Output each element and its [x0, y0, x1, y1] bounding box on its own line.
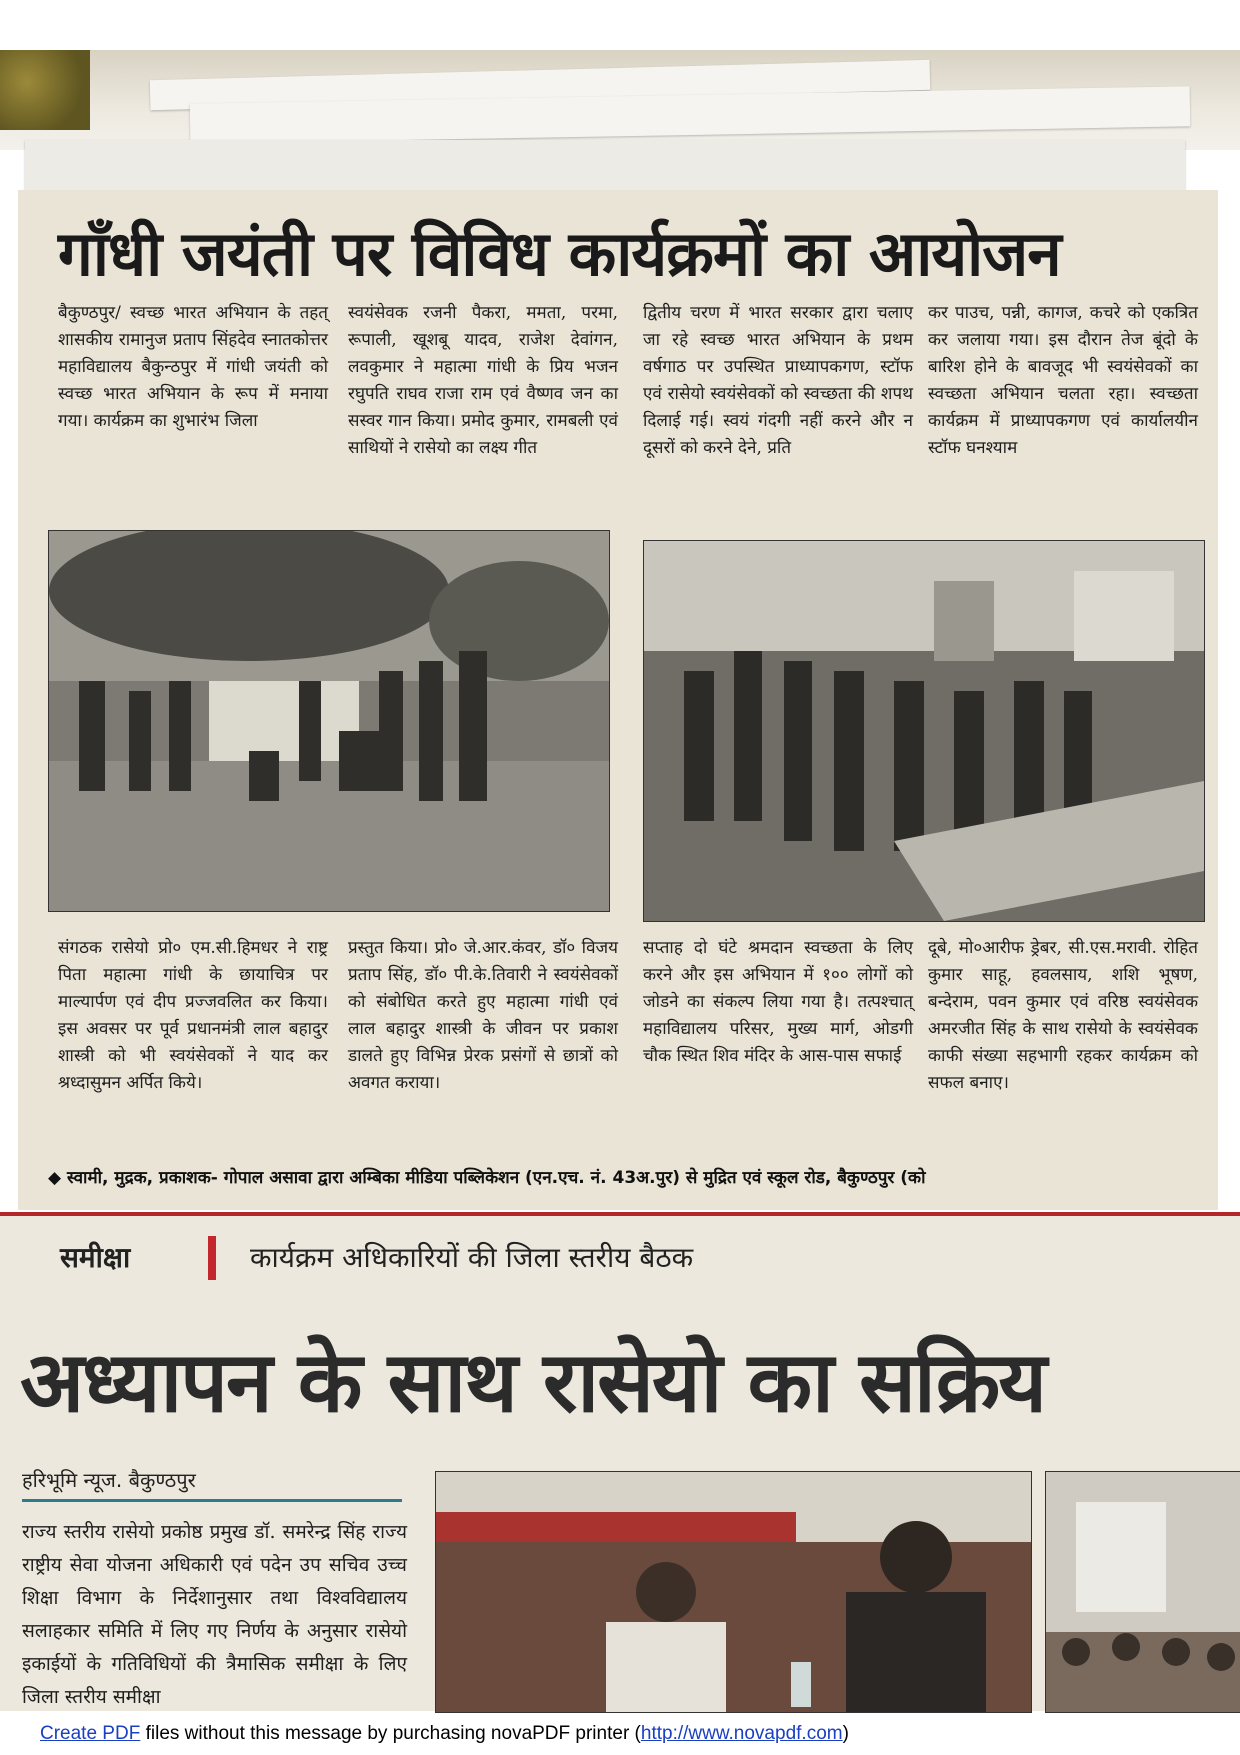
- article-column-4: कर पाउच, पन्नी, कागज, कचरे को एकत्रित कर जलाया गया। इस दौरान तेज बूंदो के बारिश होने के बावजूद भी स्वयंसेवकों का स्वच्छता अभियान चलता रहा। स्वच्छता कार्यक्रम में प्राध्यापकगण एवं कार्यालयीन स्टॉफ घनश्याम: [928, 303, 1198, 458]
- footer-text-end: ): [842, 1723, 849, 1744]
- newspaper-clipping-bottom: [0, 1212, 1240, 1711]
- article-column-1: बैकुण्ठपुर/ स्वच्छ भारत अभियान के तहत् शासकीय रामानुज प्रताप सिंहदेव स्नातकोत्तर महाविद्यालय बैकुन्ठपुर में गांधी जयंती को स्वच्छ भारत अभियान के रूप में मनाया गया। कार्यक्रम का शुभारंभ जिला: [58, 303, 328, 431]
- clipping-headline: गाँधी जयंती पर विविध कार्यक्रमों का आयोजन: [58, 217, 1061, 290]
- section-tag: समीक्षा: [60, 1241, 131, 1274]
- byline: हरिभूमि न्यूज. बैकुण्ठपुर: [22, 1468, 196, 1492]
- footer-text: files without this message by purchasing novaPDF printer (: [140, 1723, 641, 1744]
- audience-photo: [1045, 1471, 1240, 1713]
- create-pdf-link[interactable]: Create PDF: [40, 1723, 141, 1744]
- article-column-6: प्रस्तुत किया। प्रो० जे.आर.कंवर, डॉ० विजय प्रताप सिंह, डॉ० पी.के.तिवारी ने स्वयंसेवकों को संबोधित करते हुए महात्मा गांधी एवं लाल बहादुर शास्त्री के जीवन पर प्रकाश डालते हुए विभिन्न प्रेरक प्रसंगों से छात्रों को अवगत कराया।: [348, 938, 618, 1093]
- meeting-photo: [435, 1471, 1032, 1713]
- subheadline: कार्यक्रम अधिकारियों की जिला स्तरीय बैठक: [250, 1241, 694, 1274]
- article-column-8: दूबे, मो०आरीफ ड्रेबर, सी.एस.मरावी. रोहित कुमार साहू, हवलसाय, शशि भूषण, बन्देराम, पवन कुमार एवं वरिष्ठ स्वयंसेवक अमरजीत सिंह के साथ रासेयो के स्वयंसेवक काफी संख्या सहभागी रहकर कार्यक्रम को सफल बनाए।: [928, 938, 1198, 1093]
- byline-rule: [22, 1499, 402, 1502]
- pledge-photo: [643, 540, 1205, 922]
- article-column-5: संगठक रासेयो प्रो० एम.सी.हिमधर ने राष्ट्र पिता महात्मा गांधी के छायाचित्र पर माल्यार्पण एवं दीप प्रज्जवलित कर किया। इस अवसर पर पूर्व प्रधानमंत्री लाल बहादुर शास्त्री को भी स्वयंसेवकों ने याद कर श्रध्दासुमन अर्पित किये।: [58, 938, 328, 1093]
- article-column-7: सप्ताह दो घंटे श्रमदान स्वच्छता के लिए करने और इस अभियान में १०० लोगों को जोडने का संकल्प लिया गया है। तत्पश्चात् महाविद्यालय परिसर, मुख्य मार्ग, ओडगी चौक स्थित शिव मंदिर के आस-पास सफाई: [643, 938, 913, 1066]
- article-column-3: द्वितीय चरण में भारत सरकार द्वारा चलाए जा रहे स्वच्छ भारत अभियान के प्रथम वर्षगाठ पर उपस्थित प्राध्यापकगण, स्टॉफ एवं रासेयो स्वयंसेवकों को स्वच्छता की शपथ दिलाई गई। स्वयं गंदगी नहीं करने और न दूसरों को करने देने, प्रति: [643, 303, 913, 458]
- main-headline: अध्यापन के साथ रासेयो का सक्रिय: [20, 1333, 1045, 1431]
- novapdf-url-link[interactable]: http://www.novapdf.com: [640, 1723, 843, 1744]
- article-column-2: स्वयंसेवक रजनी पैकरा, ममता, परमा, रूपाली, खूशबू यादव, राजेश देवांगन, लवकुमार ने महात्मा गांधी के प्रिय भजन रघुपति राघव राजा राम एवं वैष्णव जन का सस्वर गान किया। प्रमोद कुमार, रामबली एवं साथियों ने रासेयो का लक्ष्य गीत: [348, 303, 618, 458]
- background-photo-corner: [0, 50, 90, 130]
- rally-photo: [48, 530, 610, 912]
- pdf-footer: [40, 1723, 849, 1745]
- imprint-line: ◆ स्वामी, मुद्रक, प्रकाशक- गोपाल असावा द्वारा अम्बिका मीडिया पब्लिकेशन (एन.एच. नं. 43अ.पुर) से मुद्रित एवं स्कूल रोड, बैकुण्ठपुर (को: [48, 1168, 926, 1188]
- article-body: राज्य स्तरीय रासेयो प्रकोष्ठ प्रमुख डॉ. समरेन्द्र सिंह राज्य राष्ट्रीय सेवा योजना अधिकारी एवं पदेन उप सचिव उच्च शिक्षा विभाग के निर्देशानुसार तथा विश्वविद्यालय सलाहकार समिति में लिए गए निर्णय के अनुसार रासेयो इकाईयों के गतिविधियों की त्रैमासिक समीक्षा के लिए जिला स्तरीय समीक्षा: [22, 1521, 407, 1708]
- newspaper-clipping-top: [18, 190, 1218, 1210]
- section-divider: [208, 1236, 216, 1280]
